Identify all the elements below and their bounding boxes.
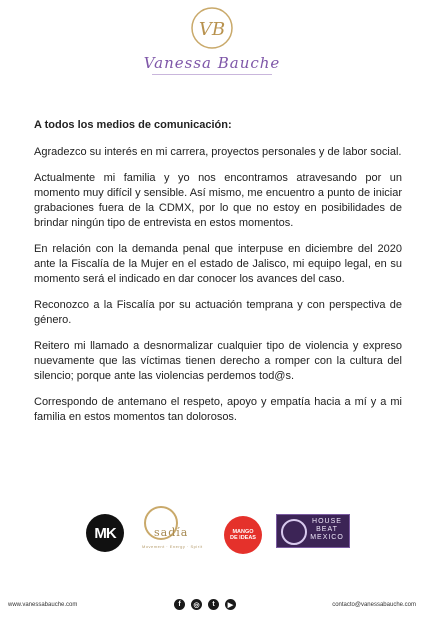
youtube-icon[interactable]: ▶: [225, 599, 236, 610]
osadia-logo-text: sadía: [154, 526, 189, 539]
paragraph-4: Reconozco a la Fiscalía por su actuación temprana y con perspectiva de género.: [34, 299, 402, 326]
letter-greeting: A todos los medios de comunicación:: [34, 119, 232, 131]
house-logo-line-2: BEAT: [316, 526, 338, 533]
mk-logo-text: MK: [94, 524, 116, 542]
mk-logo: [86, 514, 124, 552]
paragraph-2: Actualmente mi familia y yo nos encontramos atravesando por un momento muy difícil y sensible. Así mismo, me encuentro a punto de iniciar grabaciones fuera de la CDMX, por lo que no estoy en posibilidades de brindar ningún tipo de entrevista en estos momentos.: [34, 172, 402, 229]
house-logo-circle: [281, 519, 307, 545]
osadia-logo: [142, 506, 208, 558]
paragraph-1: Agradezco su interés en mi carrera, proyectos personales y de labor social.: [34, 146, 402, 158]
mango-logo-line-2: DE IDEAS: [230, 535, 256, 541]
email-link[interactable]: contacto@vanessabauche.com: [332, 602, 416, 608]
vb-monogram-logo: [190, 6, 234, 50]
social-icons: [174, 599, 236, 610]
paragraph-3: En relación con la demanda penal que interpuse en diciembre del 2020 ante la Fiscalía de la Mujer en el estado de Jalisco, mi equipo legal, en su momento será el indicado en dar conocer los avances del caso.: [34, 243, 402, 285]
mango-logo-line-1: MANGO: [232, 529, 254, 535]
brand-header: [0, 6, 424, 75]
sponsor-logos: [0, 506, 424, 562]
house-beat-mexico-logo: [276, 514, 350, 548]
twitter-icon[interactable]: t: [208, 599, 219, 610]
paragraph-5: Reitero mi llamado a desnormalizar cualquier tipo de violencia y expreso nuevamente que las víctimas tienen derecho a romper con la cultura del silencio; porque ante las violencias perdemos tod@s.: [34, 340, 402, 382]
monogram-text: VB: [198, 19, 226, 40]
house-logo-line-1: HOUSE: [312, 518, 342, 525]
osadia-tagline: Movement · Energy · Spirit: [142, 544, 203, 549]
paragraph-6: Correspondo de antemano el respeto, apoyo y empatía hacia a mí y a mi familia en estos momentos tan dolorosos.: [34, 396, 402, 423]
facebook-icon[interactable]: f: [174, 599, 185, 610]
brand-signature: Vanessa Bauche: [143, 54, 281, 72]
footer: [0, 598, 424, 614]
website-link[interactable]: www.vanessabauche.com: [8, 602, 78, 608]
mango-de-ideas-logo: [224, 516, 262, 554]
signature-underline: [152, 74, 272, 75]
instagram-icon[interactable]: ◎: [191, 599, 202, 610]
house-logo-line-3: MEXICO: [310, 534, 344, 541]
letter-body: [34, 118, 402, 436]
house-logo-text: [307, 518, 347, 542]
